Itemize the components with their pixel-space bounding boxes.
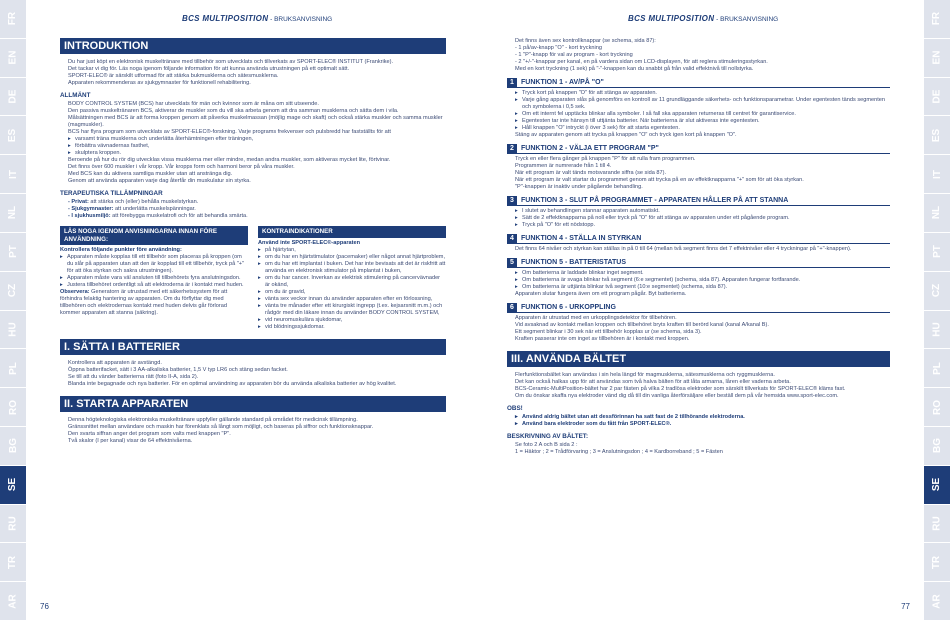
belt-line: BCS-Ceramic-MultiPosition-bältet har 2 par fästen på vilka 2 tradlösa elektroder som särskilt tillverkats för SPORT-ELEC® kläms fast.	[515, 386, 846, 392]
language-tab-se[interactable]	[0, 466, 26, 505]
general-line: BODY CONTROL SYSTEM (BCS) har utvecklats för män och kvinnor som är måna om sitt utseende.	[68, 101, 319, 107]
language-tab-tr[interactable]	[0, 543, 26, 582]
language-tab-label: DE	[7, 89, 19, 104]
language-tab-label: RU	[7, 516, 19, 531]
belt-description-heading: BESKRIVNING AV BÄLTET:	[507, 433, 589, 440]
therapeutic-label: - I sjukhusmiljö:	[68, 213, 111, 219]
header-suffix: - BRUKSANVISNING	[268, 16, 333, 23]
language-tab-label: PL	[7, 361, 19, 375]
section-title-start: II. STARTA APPARATEN	[60, 396, 446, 412]
contraindication-item: ▸ om du har en hjärtstimulator (pacemaker) eller något annat hjärtproblem,	[258, 254, 446, 261]
function-line: Stäng av apparaten genom att trycka på knappen "O" och tryck igen kort på knappen "O".	[515, 132, 737, 138]
contraindication-item: ▸ vänta sex veckor innan du använder apparaten efter en förlossning,	[258, 296, 446, 303]
general-line: Genom att använda apparaten varje dag återfår din muskulatur sin styrka.	[68, 178, 251, 184]
intro-text	[60, 59, 446, 87]
language-tab-label: BG	[7, 438, 19, 454]
general-line: Beroende på hur du rör dig utvecklas vissa musklerna mer eller mindre, medan andra muskler, som aktiveras mycket lite, förtvinar.	[68, 157, 391, 163]
function-number: 3	[507, 196, 517, 205]
function-title: FUNKTION 5 - BATTERISTATUS	[521, 259, 626, 266]
function-6-body	[507, 315, 890, 343]
language-tab-cz[interactable]	[924, 272, 950, 311]
function-bullet: ▸ Sätt de 2 effektknapparna på noll eller tryck på "O" för att stänga av apparaten under ett pågående program.	[515, 215, 890, 222]
general-line: BCS har flyra program som utvecklats av SPORT-ELEC®-forskning. Varje programs frekvenser och pulsbredd har fastställts för att	[68, 129, 391, 135]
contraindications-title: KONTRAINDIKATIONER	[258, 226, 446, 238]
start-line: Den svarta siffran anger det program som valts med knappen "P".	[68, 430, 231, 437]
overview-line: - 1 "P"-knapp för val av program - kort tryckning	[515, 52, 633, 58]
page-header-right	[628, 14, 778, 23]
obs-bullet: ▸ Använd aldrig bältet utan att dessförinnan ha satt fast de 2 tillhörande elektroderna.	[515, 414, 890, 421]
language-tab-ru[interactable]	[0, 505, 26, 544]
function-5-bullets	[515, 270, 890, 291]
function-2-body	[507, 156, 890, 191]
language-tab-label: SE	[931, 477, 943, 492]
function-bullet: ▸ I slutet av behandlingen stannar apparaten automatiskt.	[515, 208, 890, 215]
note-text: Generatorn är utrustad med ett säkerhetssystem för att förhindra felaktig hantering av apparaten. Om du förflyttar dig med tillbehören och elektrodernas kontakt med huden delvis går förlorad kommer apparaten att stanna (säkring).	[60, 289, 228, 316]
batteries-line: Se till att du vänder batterierna rätt (foto II-A, sida 2).	[68, 373, 199, 380]
language-tab-nl[interactable]	[0, 194, 26, 233]
general-text	[60, 101, 446, 185]
general-heading: ALLMÄNT	[60, 92, 91, 99]
language-tab-label: ES	[7, 128, 19, 143]
function-line: När ett program är valt startar du programmet genom att trycka på en av effektknapparna "+" som för att öka styrkan.	[515, 177, 804, 183]
language-tab-en[interactable]	[0, 39, 26, 78]
obs-heading: OBS!	[507, 405, 523, 412]
read-instructions-bullet: ▸ Apparaten måste vara väl ansluten till tillbehörets fyra anslutningsdon.	[60, 275, 248, 282]
function-number: 4	[507, 234, 517, 243]
function-bullet: ▸ Håll knappen "O" intryckt (i över 3 sek) för att starta egentesten.	[515, 125, 890, 132]
function-line: Tryck en eller flera gånger på knappen "P" för att rulla fram programmen.	[515, 156, 696, 162]
brand-logo: BCS MULTIPOSITION	[182, 14, 269, 23]
start-line: Två skalor (I per kanal) visar de 64 effektnivåerna.	[68, 437, 193, 444]
language-tab-hu[interactable]	[924, 311, 950, 350]
language-tab-pl[interactable]	[924, 349, 950, 388]
section-title-belt: III. ANVÄNDA BÄLTET	[507, 351, 890, 367]
contraindication-item: ▸ vänta tre månader efter ett kirurgiskt ingrepp (t.ex. kejsarsnitt m.m.) och rådgör med din läkare innan du använder BODY CONTROL SYSTEM,	[258, 303, 446, 317]
function-2-heading	[507, 144, 890, 154]
language-tab-fr[interactable]	[924, 0, 950, 39]
language-tab-label: NL	[931, 206, 943, 220]
language-tab-label: HU	[7, 322, 19, 337]
overview-line: Det finns även sex kontrollknappar (se schema, sida 87):	[515, 38, 656, 44]
language-tab-cz[interactable]	[0, 272, 26, 311]
general-bullets	[68, 136, 446, 157]
function-line: Det finns 64 nivåer och styrkan kan ställas in på 0 till 64 (mellan två segment finns det 7 effektnivåer eller 4 tryckningar på "+"-knappen).	[515, 246, 852, 252]
therapeutic-text: att underlätta muskelspänningar.	[113, 206, 196, 212]
therapeutic-list	[60, 199, 446, 220]
language-tab-fr[interactable]	[0, 0, 26, 39]
language-tabs-right	[924, 0, 950, 621]
language-tab-label: CZ	[7, 283, 19, 298]
function-line: Kraften passerar inte om inget av tillbehören är i kontakt med kroppen.	[515, 336, 690, 342]
function-5-heading	[507, 258, 890, 268]
language-tab-it[interactable]	[924, 155, 950, 194]
contraindications-box	[258, 226, 446, 331]
read-instructions-title: LÄS NOGA IGENOM ANVISNINGARNA INNAN FÖRE ANVÄNDNING:	[60, 226, 248, 245]
batteries-text	[60, 360, 446, 388]
function-5-body	[507, 270, 890, 298]
function-title: FUNKTION 1 - AV/PÅ "O"	[521, 79, 604, 86]
function-line: "P"-knappen är inaktiv under pågående behandling.	[515, 184, 643, 190]
read-instructions-sub: Kontrollera följande punkter före användning:	[60, 247, 182, 253]
function-1-bullets	[515, 90, 890, 132]
read-instructions-box	[60, 226, 248, 331]
intro-line: Apparaten rekommenderas av sjukgymnaster för funktionell rehabilitering.	[68, 80, 251, 86]
therapeutic-text: att stärka och (eller) behålla muskelstyrkan.	[88, 199, 199, 205]
general-line: Det finns över 600 muskler i vår kropp. Vår kropps form och harmoni beror på våra muskler.	[68, 164, 295, 170]
language-tab-nl[interactable]	[924, 194, 950, 233]
language-tab-ro[interactable]	[924, 388, 950, 427]
language-tab-label: DE	[931, 89, 943, 104]
page-number-right: 77	[901, 602, 910, 611]
contraindication-item: ▸ om du är gravid,	[258, 289, 446, 296]
overview-line: - 2 "+/-"-knappar per kanal, en på vardera sidan om LCD-displayen, för att reglera stimuleringsstyrkan.	[515, 59, 768, 65]
function-1-heading	[507, 78, 890, 88]
general-bullet: ▸ varsamt träna musklerna och underlätta återhämtningen efter träningen,	[68, 136, 446, 143]
obs-bullet: ▸ Använd bara elektroder som du fått från SPORT-ELEC®.	[515, 421, 890, 428]
batteries-line: Öppna batterifacket, sätt i 3 AA-alkaliska batterier, 1,5 V typ LR6 och stäng sedan facket.	[68, 366, 288, 373]
therapeutic-item	[68, 199, 446, 206]
right-page	[507, 38, 890, 456]
start-line: Denna högteknologiska elektroniska muskeltränare uppfyller gällande standard på området för medicinsk tillämpning.	[68, 416, 358, 423]
general-bullet: ▸ skulptera kroppen.	[68, 150, 446, 157]
function-3-body	[507, 208, 890, 229]
language-tab-label: CZ	[931, 283, 943, 298]
language-tab-label: IT	[7, 169, 19, 179]
contraindication-item: ▸ om du har ett implantat i buken. Det har inte bevisats att det är riskfritt att använda en elektronisk stimulator på implantat i buken,	[258, 261, 446, 275]
language-tab-de[interactable]	[0, 78, 26, 117]
info-boxes	[60, 226, 446, 331]
language-tab-pl[interactable]	[0, 349, 26, 388]
batteries-line: Blanda inte begagnade och nya batterier. För en optimal användning av apparaten bör du använda alkaliska batterier av hög kvalitet.	[68, 380, 397, 387]
overview-line: Med en kort tryckning (1 sek) på "-"-knappen kan du snabbt gå från valid effektnivå till nollstyrka.	[515, 66, 754, 72]
language-tab-label: SE	[7, 477, 19, 492]
language-tab-de[interactable]	[924, 78, 950, 117]
language-tab-label: HU	[931, 322, 943, 337]
therapeutic-label: - Sjukgymnaster:	[68, 206, 114, 212]
language-tab-bg[interactable]	[0, 427, 26, 466]
language-tab-label: TR	[931, 555, 943, 569]
function-line: När ett program är valt tänds motsvarande siffra (se sida 87).	[515, 170, 666, 176]
contraindication-item: ▸ vid neuromuskulära sjukdomar,	[258, 317, 446, 324]
language-tab-label: RO	[7, 399, 19, 415]
language-tab-hu[interactable]	[0, 311, 26, 350]
header-suffix: - BRUKSANVISNING	[714, 16, 779, 23]
start-text	[60, 417, 446, 445]
function-line: Vid avsaknad av kontakt mellan kroppen och tillbehöret bryts kraften till berörd kanal (kanal A/kanal B).	[515, 322, 769, 328]
contraindication-item: ▸ på hjärtytan,	[258, 247, 446, 254]
read-instructions-bullet: ▸ Apparaten måste kopplas till ett tillbehör som placeras på kroppen (om du slår på apparaten utan att den är kopplad till ett tillbehör, tryck på "+" för att öka styrkan och sakra utrustningen).	[60, 254, 248, 275]
read-instructions-note	[60, 289, 248, 317]
therapeutic-label: - Privat:	[68, 199, 89, 205]
function-line: Apparaten slutar fungera även om ett program pågår. Byt batterierna.	[515, 291, 687, 297]
left-page	[60, 38, 446, 449]
language-tab-tr[interactable]	[924, 543, 950, 582]
function-title: FUNKTION 2 - VÄLJA ETT PROGRAM "P"	[521, 145, 659, 152]
function-bullet: ▸ Om ett internt fel upptäcks blinkar alla symboler. I så fall ska apparaten returneras till centret för garantiservice.	[515, 111, 890, 118]
belt-description-line: Se foto 2 A och B sida 2 :	[515, 442, 578, 448]
belt-line: Det kan också halkas upp för att användas som två halva bälten för att låta armarna, låren eller vaderna arbeta.	[515, 379, 791, 385]
batteries-line: Kontrollera att apparaten är avstängd.	[68, 359, 162, 366]
language-tab-label: NL	[7, 206, 19, 220]
belt-description	[507, 442, 890, 456]
contraindication-item: ▸ om du har cancer. Inverkan av elektrisk stimulering på cancervävnader är okänd,	[258, 275, 446, 289]
brand-logo: BCS MULTIPOSITION	[628, 14, 715, 23]
belt-description-line: 1 = Häktor ; 2 = Trådförvaring ; 3 = Anslutningsdon ; 4 = Kardborreband ; 5 = Fästen	[515, 449, 723, 455]
general-line: Målsättningen med BCS är att forma kroppen genom att påverka muskelmassan (möjlig mage och skaft) och också stärka muskler och samma muskler (magmuskler).	[68, 115, 443, 128]
function-title: FUNKTION 6 - URKOPPLING	[521, 304, 616, 311]
language-tab-label: PL	[931, 361, 943, 375]
function-title: FUNKTION 4 - STÄLLA IN STYRKAN	[521, 235, 642, 242]
language-tab-label: BG	[931, 438, 943, 454]
language-tab-label: EN	[7, 50, 19, 65]
therapeutic-text: att förebygga muskelatrofi och för att behandla smärta.	[110, 213, 248, 219]
function-4-heading	[507, 234, 890, 244]
function-bullet: ▸ Varje gång apparaten slås på genomförs en kontroll av 11 grundläggande säkerhets- och funktionsparametrar. Under egentesten tänds segmenten och symbolerna i 0,5 sek.	[515, 97, 890, 111]
general-bullet: ▸ förbättra vävnadernas fasthet,	[68, 143, 446, 150]
language-tab-label: AR	[7, 593, 19, 609]
belt-text	[507, 372, 890, 400]
intro-line: SPORT-ELEC® är särskilt utformad för att stärka bukmusklerna och sätesmusklerna.	[68, 73, 279, 79]
function-bullet: ▸ Tryck kort på knappen "O" för att stänga av apparaten.	[515, 90, 890, 97]
language-tab-pt[interactable]	[924, 233, 950, 272]
buttons-overview	[507, 38, 890, 73]
language-tab-ro[interactable]	[0, 388, 26, 427]
language-tab-se[interactable]	[924, 466, 950, 505]
function-6-heading	[507, 303, 890, 313]
intro-line: Du har just köpt en elektronisk muskeltränare med tillbehör som utvecklats och tillverkats av SPORT-ELEC® INSTITUT (Frankrike).	[68, 59, 394, 65]
language-tab-es[interactable]	[924, 116, 950, 155]
section-title-batteries: I. SÄTTA I BATTERIER	[60, 339, 446, 355]
function-bullet: ▸ Om batterierna är svaga blinkar två segment (6:e segmentet) (schema, sida 87). Apparaten fungerar fortfarande.	[515, 277, 890, 284]
belt-line: Flerfunktionsbältet kan användas i sin hela längd för magmusklerna, sätesmusklerna och ryggmusklerna.	[515, 372, 775, 378]
language-tab-pt[interactable]	[0, 233, 26, 272]
function-title: FUNKTION 3 - SLUT PÅ PROGRAMMET - APPARATEN HÅLLER PÅ ATT STANNA	[521, 197, 789, 204]
function-line: Apparaten är utrustad med en urkopplingsdetektor för tillbehören.	[515, 315, 677, 321]
function-3-bullets	[515, 208, 890, 229]
obs-bullets	[507, 414, 890, 428]
language-tab-ru[interactable]	[924, 505, 950, 544]
language-tab-label: FR	[7, 12, 19, 26]
language-tab-label: PT	[7, 245, 19, 259]
language-tab-it[interactable]	[0, 155, 26, 194]
language-tab-label: FR	[931, 12, 943, 26]
language-tab-label: ES	[931, 128, 943, 143]
note-label: Observera:	[60, 289, 90, 295]
function-line: Programmen är numrerade från 1 till 4.	[515, 163, 612, 169]
contraindications-bullets	[258, 247, 446, 331]
language-tab-label: TR	[7, 555, 19, 569]
therapeutic-item	[68, 206, 446, 213]
function-3-heading	[507, 196, 890, 206]
language-tab-label: RO	[931, 399, 943, 415]
language-tab-bg[interactable]	[924, 427, 950, 466]
therapeutic-heading: TERAPEUTISKA TILLÄMPNINGAR	[60, 190, 163, 197]
function-number: 1	[507, 78, 517, 87]
read-instructions-bullets	[60, 254, 248, 289]
function-number: 5	[507, 258, 517, 267]
page-header-left	[182, 14, 332, 23]
intro-line: Det tackar vi dig för. Läs noga igenom följande information för att kunna använda utrustningen på ett optimalt sätt.	[68, 66, 350, 72]
language-tab-en[interactable]	[924, 39, 950, 78]
function-number: 2	[507, 144, 517, 153]
function-bullet: ▸ Tryck på "O" för ett nödstopp.	[515, 222, 890, 229]
general-line: Den passiva muskeltränaren BCS, aktiverar de muskler som du vill ska arbeta genom att dra samman musklerna och sätta dem i vila.	[68, 108, 399, 114]
language-tab-label: EN	[931, 50, 943, 65]
function-1-body	[507, 90, 890, 139]
language-tab-label: PT	[931, 245, 943, 259]
general-line: Med BCS kan du aktivera samtliga muskler utan att anstränga dig.	[68, 171, 233, 177]
function-line: Ett segment blinkar i 30 sek när ett tillbehör kopplas ur (se schema, sida 3).	[515, 329, 702, 335]
read-instructions-bullet: ▸ Justera tillbehöret ordentligt så att elektroderna är i kontakt med huden.	[60, 282, 248, 289]
page-number-left: 76	[40, 602, 49, 611]
language-tab-ar[interactable]	[0, 582, 26, 621]
contraindication-item: ▸ vid blödningssjukdomar.	[258, 324, 446, 331]
start-line: Gränssnittet mellan användare och maskin har förenklats så långt som möjligt, och baseras på siffror och funktionsknappar.	[68, 423, 374, 430]
contraindications-sub: Använd inte SPORT-ELEC®-apparaten	[258, 239, 361, 246]
language-tab-es[interactable]	[0, 116, 26, 155]
language-tabs-left	[0, 0, 26, 621]
belt-line: Om du önskar skaffa nya elektroder vänd dig då till din vanliga återförsäljare eller beställ dem på vår hemsida www.sport-elec.com.	[515, 393, 839, 399]
language-tab-label: AR	[931, 593, 943, 609]
therapeutic-item	[68, 213, 446, 220]
language-tab-ar[interactable]	[924, 582, 950, 621]
function-bullet: ▸ Om batterierna är laddade blinkar inget segment.	[515, 270, 890, 277]
function-bullet: ▸ Egentesten tar inte hänsyn till uttjänta batterier. När batterierna är slut aktiveras inte egentesten.	[515, 118, 890, 125]
language-tab-label: RU	[931, 516, 943, 531]
function-4-body	[507, 246, 890, 253]
function-number: 6	[507, 303, 517, 312]
language-tab-label: IT	[931, 169, 943, 179]
section-title-introduction: INTRODUKTION	[60, 38, 446, 54]
overview-line: - 1 på/av-knapp "O" - kort tryckning	[515, 45, 602, 51]
function-bullet: ▸ Om batterierna är uttjänta blinkar två segment (10:e segmentet) (schema, sida 87).	[515, 284, 890, 291]
